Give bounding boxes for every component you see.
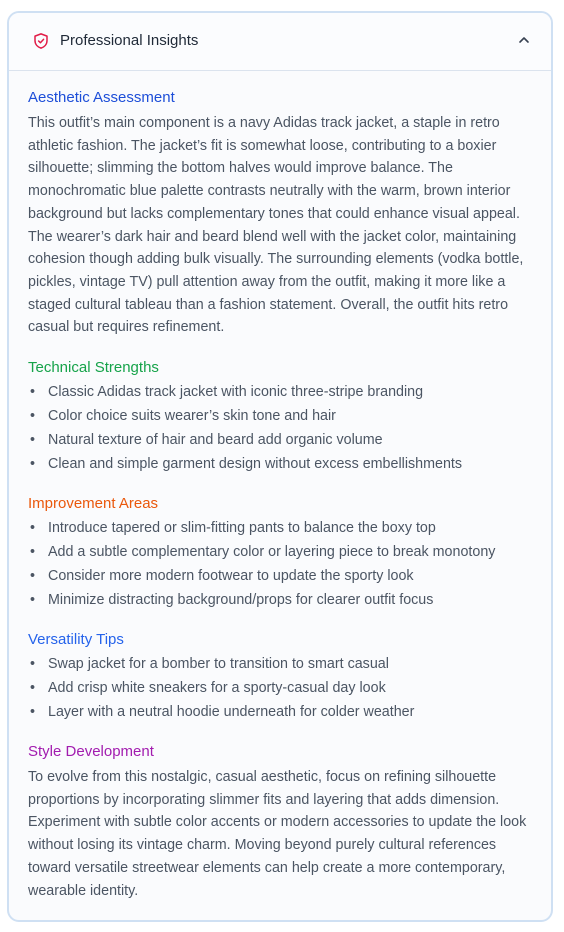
panel-title: Professional Insights [60, 32, 199, 49]
improvement-areas-list [28, 516, 537, 612]
style-development-section [28, 741, 537, 902]
panel-header[interactable] [9, 13, 551, 71]
improvement-areas-section [28, 493, 537, 612]
technical-strengths-section [28, 357, 537, 476]
style-development-heading: Style Development [28, 743, 154, 760]
improvement-areas-heading: Improvement Areas [28, 495, 159, 512]
aesthetic-assessment-section [28, 87, 537, 339]
list-item: • Add crisp white sneakers for a sporty-casual day look [28, 676, 537, 700]
style-development-text: To evolve from this nostalgic, casual aesthetic, focus on refining silhouette proportions by incorporating slimmer fits and layering that adds dimension. Experiment with subtle color accents or modern accessories to update the look without losing its vintage charm. Moving beyond purely cultural references toward versatile streetwear elements can help create a more contemporary, wearable identity. [28, 769, 527, 899]
versatility-tips-list [28, 652, 537, 724]
list-item: • Swap jacket for a bomber to transition to smart casual [28, 652, 537, 676]
list-item: • Layer with a neutral hoodie underneath for colder weather [28, 700, 537, 724]
list-item: • Classic Adidas track jacket with iconic three-stripe branding [28, 380, 537, 404]
technical-strengths-list [28, 380, 537, 476]
list-item: • Natural texture of hair and beard add organic volume [28, 428, 537, 452]
technical-strengths-heading: Technical Strengths [28, 359, 159, 376]
list-item: • Color choice suits wearer’s skin tone and hair [28, 404, 537, 428]
professional-insights-panel [7, 11, 553, 922]
versatility-tips-section [28, 629, 537, 724]
shield-icon [32, 32, 50, 50]
list-item: • Consider more modern footwear to update the sporty look [28, 564, 537, 588]
chevron-up-icon[interactable] [517, 33, 531, 47]
aesthetic-assessment-text: This outfit’s main component is a navy Adidas track jacket, a staple in retro athletic fashion. The jacket’s fit is somewhat loose, contributing to a boxier silhouette; slimming the bottom halves would improve balance. The monochromatic blue palette contrasts neutrally with the warm, brown interior background but lacks complementary tones that could enhance visual appeal. The wearer’s dark hair and beard blend well with the jacket color, maintaining cohesion though adding bulk visually. The surrounding elements (vodka bottle, pickles, vintage TV) pull attention away from the outfit, making it more like a staged cultural tableau than a fashion statement. Overall, the outfit hits retro casual but requires refinement. [28, 115, 524, 336]
aesthetic-assessment-heading: Aesthetic Assessment [28, 89, 175, 106]
list-item: • Introduce tapered or slim-fitting pants to balance the boxy top [28, 516, 537, 540]
versatility-tips-heading: Versatility Tips [28, 631, 124, 648]
list-item: • Minimize distracting background/props for clearer outfit focus [28, 588, 537, 612]
list-item: • Add a subtle complementary color or layering piece to break monotony [28, 540, 537, 564]
list-item: • Clean and simple garment design without excess embellishments [28, 452, 537, 476]
